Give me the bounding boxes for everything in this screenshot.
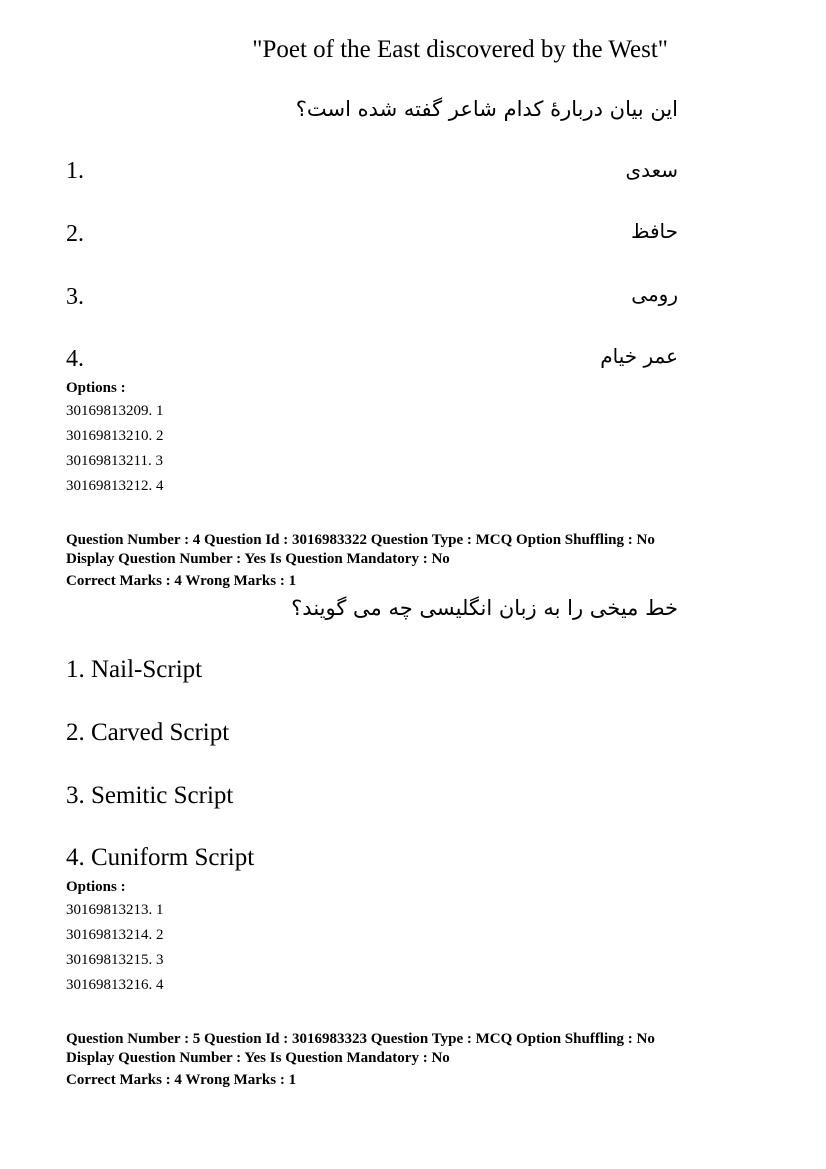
- choice-number: 4.: [66, 346, 84, 372]
- option-id: 30169813211. 3: [66, 453, 163, 469]
- choice-text: 4. Cuniform Script: [66, 844, 255, 871]
- option-id: 30169813212. 4: [66, 478, 164, 494]
- choice-text: 1. Nail-Script: [66, 656, 203, 683]
- choice-number: 1.: [66, 158, 84, 184]
- option-id: 30169813213. 1: [66, 902, 164, 918]
- choice-text: 2. Carved Script: [66, 719, 230, 746]
- marks-meta: Correct Marks : 4 Wrong Marks : 1: [66, 573, 297, 589]
- persian-question: خط میخی را به زبان انگلیسی چه می گویند؟: [291, 596, 678, 620]
- choice-number: 2.: [66, 221, 84, 247]
- question-meta: Question Number : 5 Question Id : 3016983323 Question Type : MCQ Option Shuffling : No: [66, 1031, 655, 1047]
- question-meta: Display Question Number : Yes Is Question Mandatory : No: [66, 551, 450, 567]
- option-id: 30169813215. 3: [66, 952, 164, 968]
- question-meta: Display Question Number : Yes Is Question Mandatory : No: [66, 1050, 450, 1066]
- options-label: Options :: [66, 380, 126, 396]
- option-id: 30169813214. 2: [66, 927, 164, 943]
- choice-text: 3. Semitic Script: [66, 782, 234, 809]
- option-id: 30169813216. 4: [66, 977, 164, 993]
- options-label: Options :: [66, 879, 126, 895]
- choice-text: حافظ: [630, 219, 678, 243]
- choice-text: سعدی: [625, 158, 678, 182]
- english-prompt: "Poet of the East discovered by the West": [252, 36, 668, 63]
- persian-question: این بیان دربارهٔ کدام شاعر گفته شده است؟: [295, 97, 678, 121]
- question-meta: Question Number : 4 Question Id : 3016983322 Question Type : MCQ Option Shuffling : No: [66, 532, 655, 548]
- option-id: 30169813209. 1: [66, 403, 164, 419]
- choice-number: 3.: [66, 284, 84, 310]
- choice-text: رومی: [631, 282, 678, 306]
- marks-meta: Correct Marks : 4 Wrong Marks : 1: [66, 1072, 297, 1088]
- option-id: 30169813210. 2: [66, 428, 164, 444]
- choice-text: عمر خیام: [600, 344, 678, 368]
